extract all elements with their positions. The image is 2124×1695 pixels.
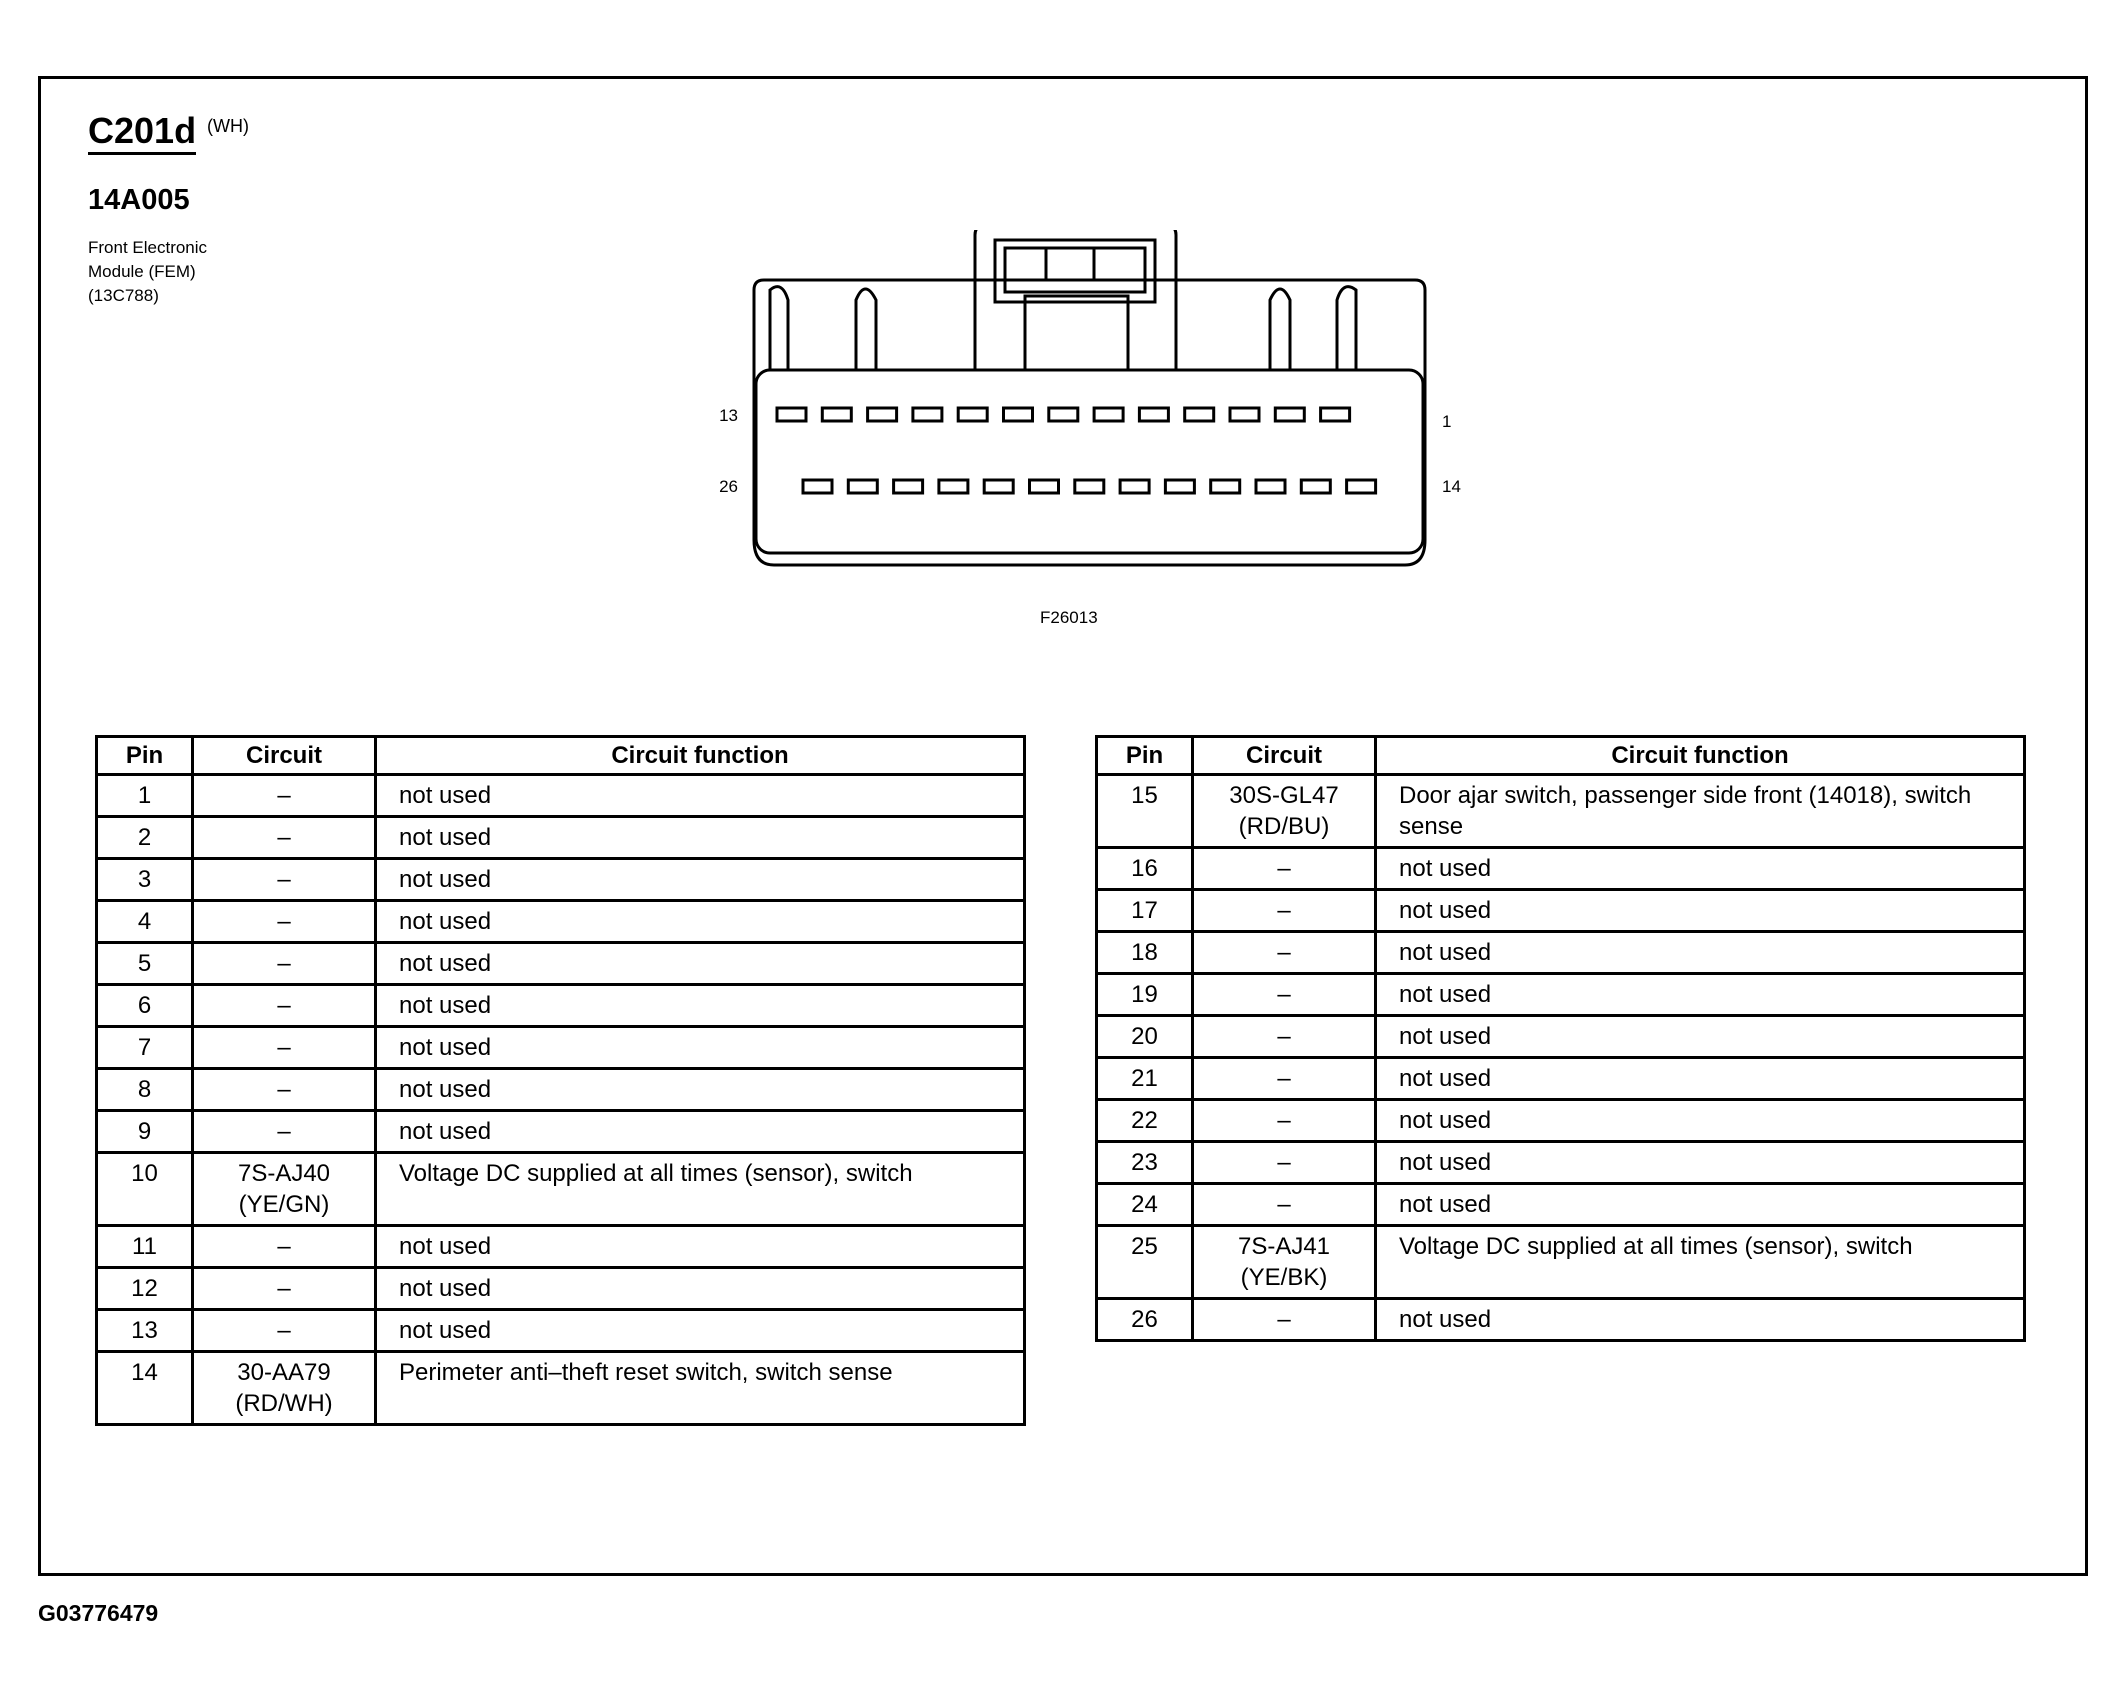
part-number: 14A005 bbox=[88, 184, 190, 216]
function-cell: not used bbox=[1376, 932, 2025, 974]
pin-cavity bbox=[1347, 480, 1376, 493]
pin-cell: 13 bbox=[97, 1310, 193, 1352]
circuit-cell: – bbox=[193, 1268, 376, 1310]
connector-face bbox=[756, 370, 1423, 553]
circuit-cell: – bbox=[1193, 848, 1376, 890]
function-cell: not used bbox=[1376, 1058, 2025, 1100]
pinout-table-right bbox=[1095, 735, 2026, 1342]
function-cell: not used bbox=[1376, 848, 2025, 890]
pin-cavity bbox=[984, 480, 1013, 493]
function-cell: not used bbox=[376, 859, 1025, 901]
function-cell: not used bbox=[376, 1268, 1025, 1310]
pin-cell: 16 bbox=[1097, 848, 1193, 890]
table-row bbox=[1097, 1184, 2025, 1226]
pin-cavity bbox=[1120, 480, 1149, 493]
pin-cavity bbox=[958, 408, 987, 421]
function-cell: not used bbox=[1376, 974, 2025, 1016]
pin-cavity bbox=[848, 480, 877, 493]
pin-cell: 4 bbox=[97, 901, 193, 943]
circuit-cell: – bbox=[1193, 1100, 1376, 1142]
table-row bbox=[97, 901, 1025, 943]
pin-cavity bbox=[777, 408, 806, 421]
function-cell: not used bbox=[376, 1111, 1025, 1153]
pin-cavity bbox=[894, 480, 923, 493]
function-cell: Door ajar switch, passenger side front (14018), switch sense bbox=[1376, 775, 2025, 848]
table-row bbox=[1097, 775, 2025, 848]
pin-column-header: Pin bbox=[97, 737, 193, 775]
circuit-cell: – bbox=[193, 1310, 376, 1352]
circuit-cell: – bbox=[193, 775, 376, 817]
module-description bbox=[88, 236, 207, 308]
pin-row-top bbox=[777, 408, 1350, 421]
circuit-cell: – bbox=[1193, 1184, 1376, 1226]
circuit-cell: 7S-AJ40 (YE/GN) bbox=[193, 1153, 376, 1226]
circuit-cell: – bbox=[1193, 890, 1376, 932]
pin-cavity bbox=[1321, 408, 1350, 421]
table-row bbox=[97, 1352, 1025, 1425]
pin-cavity bbox=[1211, 480, 1240, 493]
pin-cavity bbox=[1256, 480, 1285, 493]
pin-cavity bbox=[913, 408, 942, 421]
connector-face-diagram bbox=[710, 230, 1470, 590]
pin-cell: 3 bbox=[97, 859, 193, 901]
document-code: G03776479 bbox=[38, 1600, 159, 1626]
function-cell: Voltage DC supplied at all times (sensor), switch bbox=[1376, 1226, 2025, 1299]
table-row bbox=[97, 775, 1025, 817]
module-description-line: (13C788) bbox=[88, 286, 159, 305]
table-header-row bbox=[97, 737, 1025, 775]
table-row bbox=[97, 985, 1025, 1027]
pin-cell: 15 bbox=[1097, 775, 1193, 848]
pin-cavity bbox=[868, 408, 897, 421]
circuit-cell: 7S-AJ41 (YE/BK) bbox=[1193, 1226, 1376, 1299]
circuit-cell: – bbox=[1193, 932, 1376, 974]
circuit-column-header: Circuit bbox=[193, 737, 376, 775]
pin-cavity bbox=[1094, 408, 1123, 421]
pin-cavity bbox=[822, 408, 851, 421]
function-cell: not used bbox=[376, 1310, 1025, 1352]
pin-cell: 25 bbox=[1097, 1226, 1193, 1299]
table-row bbox=[97, 1111, 1025, 1153]
circuit-cell: – bbox=[1193, 1016, 1376, 1058]
circuit-cell: – bbox=[1193, 974, 1376, 1016]
circuit-cell: – bbox=[193, 901, 376, 943]
table-row bbox=[97, 1226, 1025, 1268]
pin-cavity bbox=[1075, 480, 1104, 493]
function-cell: Voltage DC supplied at all times (sensor), switch bbox=[376, 1153, 1025, 1226]
table-row bbox=[1097, 974, 2025, 1016]
table-row bbox=[1097, 890, 2025, 932]
table-row bbox=[97, 1027, 1025, 1069]
circuit-cell: – bbox=[193, 1226, 376, 1268]
table-row bbox=[1097, 1299, 2025, 1341]
pin-cell: 14 bbox=[97, 1352, 193, 1425]
function-cell: not used bbox=[376, 1226, 1025, 1268]
pin-cell: 20 bbox=[1097, 1016, 1193, 1058]
circuit-cell: – bbox=[193, 1069, 376, 1111]
pinout-table-left bbox=[95, 735, 1026, 1426]
function-cell: not used bbox=[376, 775, 1025, 817]
module-description-line: Front Electronic bbox=[88, 238, 208, 257]
pin-cell: 11 bbox=[97, 1226, 193, 1268]
pin-cavity bbox=[1004, 408, 1033, 421]
pin-cell: 19 bbox=[1097, 974, 1193, 1016]
pin-cell: 5 bbox=[97, 943, 193, 985]
pin-row-bottom bbox=[803, 480, 1376, 493]
pin-label-13: 13 bbox=[719, 406, 738, 425]
circuit-cell: – bbox=[1193, 1058, 1376, 1100]
function-cell: not used bbox=[1376, 890, 2025, 932]
table-row bbox=[1097, 1058, 2025, 1100]
table-row bbox=[97, 1268, 1025, 1310]
table-row bbox=[97, 817, 1025, 859]
circuit-cell: – bbox=[193, 943, 376, 985]
connector-id: C201d bbox=[88, 112, 196, 155]
pin-cell: 24 bbox=[1097, 1184, 1193, 1226]
pin-cavity bbox=[1165, 480, 1194, 493]
pin-cavity bbox=[939, 480, 968, 493]
function-cell: not used bbox=[1376, 1299, 2025, 1341]
circuit-cell: – bbox=[1193, 1142, 1376, 1184]
table-row bbox=[97, 943, 1025, 985]
pin-cell: 9 bbox=[97, 1111, 193, 1153]
pin-cell: 18 bbox=[1097, 932, 1193, 974]
table-header-row bbox=[1097, 737, 2025, 775]
table-row bbox=[1097, 1142, 2025, 1184]
table-row bbox=[1097, 1100, 2025, 1142]
pin-label-1: 1 bbox=[1442, 412, 1452, 431]
function-cell: not used bbox=[376, 901, 1025, 943]
function-cell: not used bbox=[376, 985, 1025, 1027]
table-row bbox=[1097, 848, 2025, 890]
circuit-cell: – bbox=[193, 1111, 376, 1153]
table-row bbox=[97, 859, 1025, 901]
function-column-header: Circuit function bbox=[376, 737, 1025, 775]
pin-cavity bbox=[803, 480, 832, 493]
function-cell: not used bbox=[376, 817, 1025, 859]
pin-cell: 17 bbox=[1097, 890, 1193, 932]
pin-cavity bbox=[1301, 480, 1330, 493]
connector-color-code: (WH) bbox=[207, 116, 249, 136]
function-cell: not used bbox=[1376, 1100, 2025, 1142]
table-row bbox=[97, 1069, 1025, 1111]
table-row bbox=[97, 1310, 1025, 1352]
circuit-cell: – bbox=[193, 859, 376, 901]
circuit-cell: – bbox=[1193, 1299, 1376, 1341]
pin-cavity bbox=[1049, 408, 1078, 421]
pin-cell: 6 bbox=[97, 985, 193, 1027]
circuit-column-header: Circuit bbox=[1193, 737, 1376, 775]
pin-cavity bbox=[1230, 408, 1259, 421]
pin-cavity bbox=[1185, 408, 1214, 421]
pin-cell: 23 bbox=[1097, 1142, 1193, 1184]
circuit-cell: 30S-GL47 (RD/BU) bbox=[1193, 775, 1376, 848]
pin-cell: 21 bbox=[1097, 1058, 1193, 1100]
pin-label-14: 14 bbox=[1442, 477, 1461, 496]
table-row bbox=[97, 1153, 1025, 1226]
pin-cell: 12 bbox=[97, 1268, 193, 1310]
table-row bbox=[1097, 1016, 2025, 1058]
pin-cavity bbox=[1139, 408, 1168, 421]
circuit-cell: 30-AA79 (RD/WH) bbox=[193, 1352, 376, 1425]
circuit-cell: – bbox=[193, 817, 376, 859]
pin-cell: 7 bbox=[97, 1027, 193, 1069]
function-cell: Perimeter anti–theft reset switch, switch sense bbox=[376, 1352, 1025, 1425]
pin-cell: 2 bbox=[97, 817, 193, 859]
module-description-line: Module (FEM) bbox=[88, 262, 196, 281]
function-cell: not used bbox=[1376, 1184, 2025, 1226]
table-row bbox=[1097, 932, 2025, 974]
function-cell: not used bbox=[376, 1069, 1025, 1111]
table-row bbox=[1097, 1226, 2025, 1299]
function-cell: not used bbox=[1376, 1142, 2025, 1184]
circuit-cell: – bbox=[193, 985, 376, 1027]
pin-cavity bbox=[1030, 480, 1059, 493]
pin-cell: 26 bbox=[1097, 1299, 1193, 1341]
function-cell: not used bbox=[376, 1027, 1025, 1069]
pin-label-26: 26 bbox=[719, 477, 738, 496]
pin-cell: 1 bbox=[97, 775, 193, 817]
pin-column-header: Pin bbox=[1097, 737, 1193, 775]
function-cell: not used bbox=[376, 943, 1025, 985]
function-cell: not used bbox=[1376, 1016, 2025, 1058]
pin-cell: 22 bbox=[1097, 1100, 1193, 1142]
figure-code: F26013 bbox=[1040, 608, 1098, 627]
pin-cell: 10 bbox=[97, 1153, 193, 1226]
pin-cavity bbox=[1275, 408, 1304, 421]
circuit-cell: – bbox=[193, 1027, 376, 1069]
pin-cell: 8 bbox=[97, 1069, 193, 1111]
function-column-header: Circuit function bbox=[1376, 737, 2025, 775]
